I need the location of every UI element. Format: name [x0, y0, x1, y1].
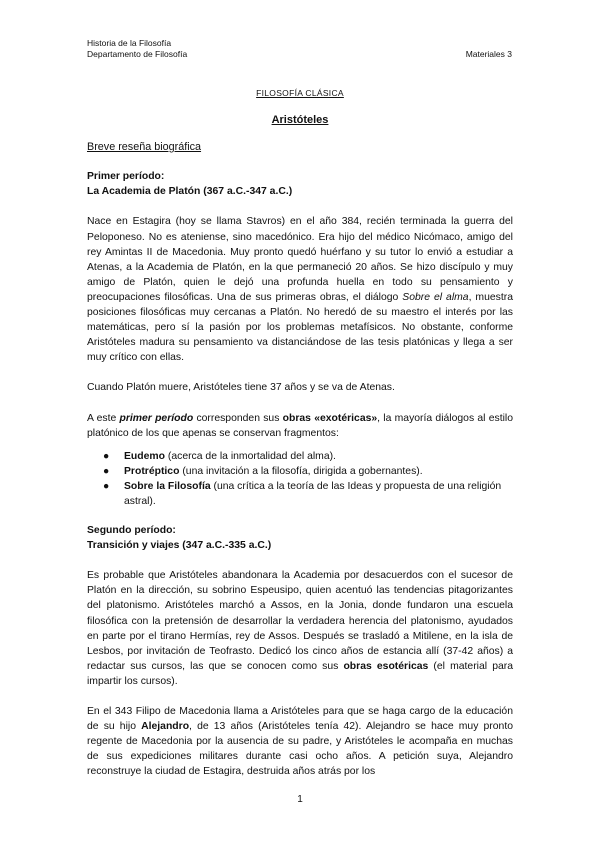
document-kicker: FILOSOFÍA CLÁSICA	[256, 88, 344, 98]
emphasis-primer-periodo: primer período	[119, 412, 194, 424]
emphasis-obras-esotericas: obras esotéricas	[343, 660, 429, 672]
header-department: Departamento de Filosofía	[87, 49, 188, 59]
emphasis-obras-exotericas: obras «exotéricas»	[282, 412, 378, 424]
bullet-icon: ●	[103, 480, 110, 492]
section-heading: Breve reseña biográfica	[87, 141, 202, 154]
text-run: corresponden sus	[193, 412, 283, 424]
work-title-sobre-el-alma: Sobre el alma	[402, 291, 469, 303]
period-heading-1	[87, 169, 513, 199]
text-run: , de 13 años (Aristóteles tenía 42). Alejandro se hace muy pronto regente de Macedonia por la ausencia de su padre, y Aristóteles le acompaña en muchas de sus expediciones militares durante casi ocho años. A petición suya, Alejandro reconstruye la ciudad de Estagira, destruida años atrás por los	[87, 721, 513, 778]
document-title: Aristóteles	[271, 114, 329, 127]
header-materials: Materiales 3	[465, 49, 512, 59]
text-run: Nace en Estagira (hoy se llama Stavros) en el año 384, recién terminada la guerra del Peloponeso. No es ateniense, sino macedónico. Era hijo del médico Nicómaco, amigo del rey Amintas II de Macedonia. Muy pronto quedó huérfano y su tutor lo envió a estudiar a Atenas, a la Academia de Platón, en la que permaneció 20 años. Se hizo discípulo y muy amigo de Platón, quien le dejó una profunda huella en todo su pensamiento y preocupaciones filosóficas. Una de sus primeras obras, el diálogo	[87, 216, 513, 303]
paragraph-exoteric	[87, 411, 513, 441]
page-number: 1	[297, 794, 303, 805]
text-run: , muestra posiciones filosóficas muy cercanas a Platón. No heredó de su maestro el interés por las matemáticas, pero sí la pasión por los problemas metafísicos. No obstante, conforme Aristóteles madura su pensamiento va distanciándose de las tesis platónicas y llega a ser muy crítico con ellas.	[87, 291, 513, 364]
work-name: Sobre la Filosofía	[124, 480, 211, 492]
document-body	[87, 86, 513, 779]
period-2-label: Segundo período:	[87, 525, 176, 537]
paragraph-travels	[87, 568, 513, 689]
list-item	[103, 449, 513, 464]
work-description: (una crítica a la teoría de las Ideas y propuesta de una religión astral).	[124, 480, 502, 507]
work-name: Eudemo	[124, 450, 165, 462]
bullet-icon: ●	[103, 465, 110, 477]
paragraph-birth	[87, 214, 513, 365]
list-item	[103, 464, 513, 479]
text-run: A este	[87, 412, 120, 424]
works-list	[87, 449, 513, 509]
work-name: Protréptico	[124, 465, 180, 477]
paragraph-plato-death: Cuando Platón muere, Aristóteles tiene 37 años y se va de Atenas.	[87, 382, 395, 394]
paragraph-alexander	[87, 704, 513, 779]
text-run: , la mayoría diálogos al estilo platónico de los que apenas se conservan fragmentos:	[87, 412, 513, 439]
text-run: (el material para impartir los cursos).	[87, 660, 513, 687]
list-item	[103, 479, 513, 509]
text-run: Es probable que Aristóteles abandonara la Academia por desacuerdos con el sucesor de Platón en la dirección, su sobrino Espeusipo, quien acentuó las tendencias pitagorizantes del platonismo. Aristóteles marchó a Assos, en la Jonia, donde fundaron una escuela filosófica con la pretensión de desarrollar la verdadera herencia del platonismo, ayudados en parte por el tirano Hermías, rey de Assos. Después se trasladó a Mitilene, en la isla de Lesbos, por invitación de Teofrasto. Dedicó los cinco años de estancia allí (37-42 años) a redactar sus cursos, las que se conocen como sus	[87, 570, 513, 672]
period-heading-2	[87, 523, 513, 553]
work-description: (una invitación a la filosofía, dirigida a gobernantes).	[179, 465, 423, 477]
text-run: En el 343 Filipo de Macedonia llama a Aristóteles para que se haga cargo de la educación de su hijo	[87, 706, 513, 733]
emphasis-alejandro: Alejandro	[141, 721, 190, 733]
header-course: Historia de la Filosofía	[87, 38, 172, 48]
running-header-left	[87, 38, 187, 60]
period-1-subtitle: La Academia de Platón (367 a.C.-347 a.C.)	[87, 186, 293, 198]
period-1-label: Primer período:	[87, 171, 165, 183]
work-description: (acerca de la inmortalidad del alma).	[165, 450, 336, 462]
bullet-icon: ●	[103, 450, 110, 462]
period-2-subtitle: Transición y viajes (347 a.C.-335 a.C.)	[87, 540, 272, 552]
